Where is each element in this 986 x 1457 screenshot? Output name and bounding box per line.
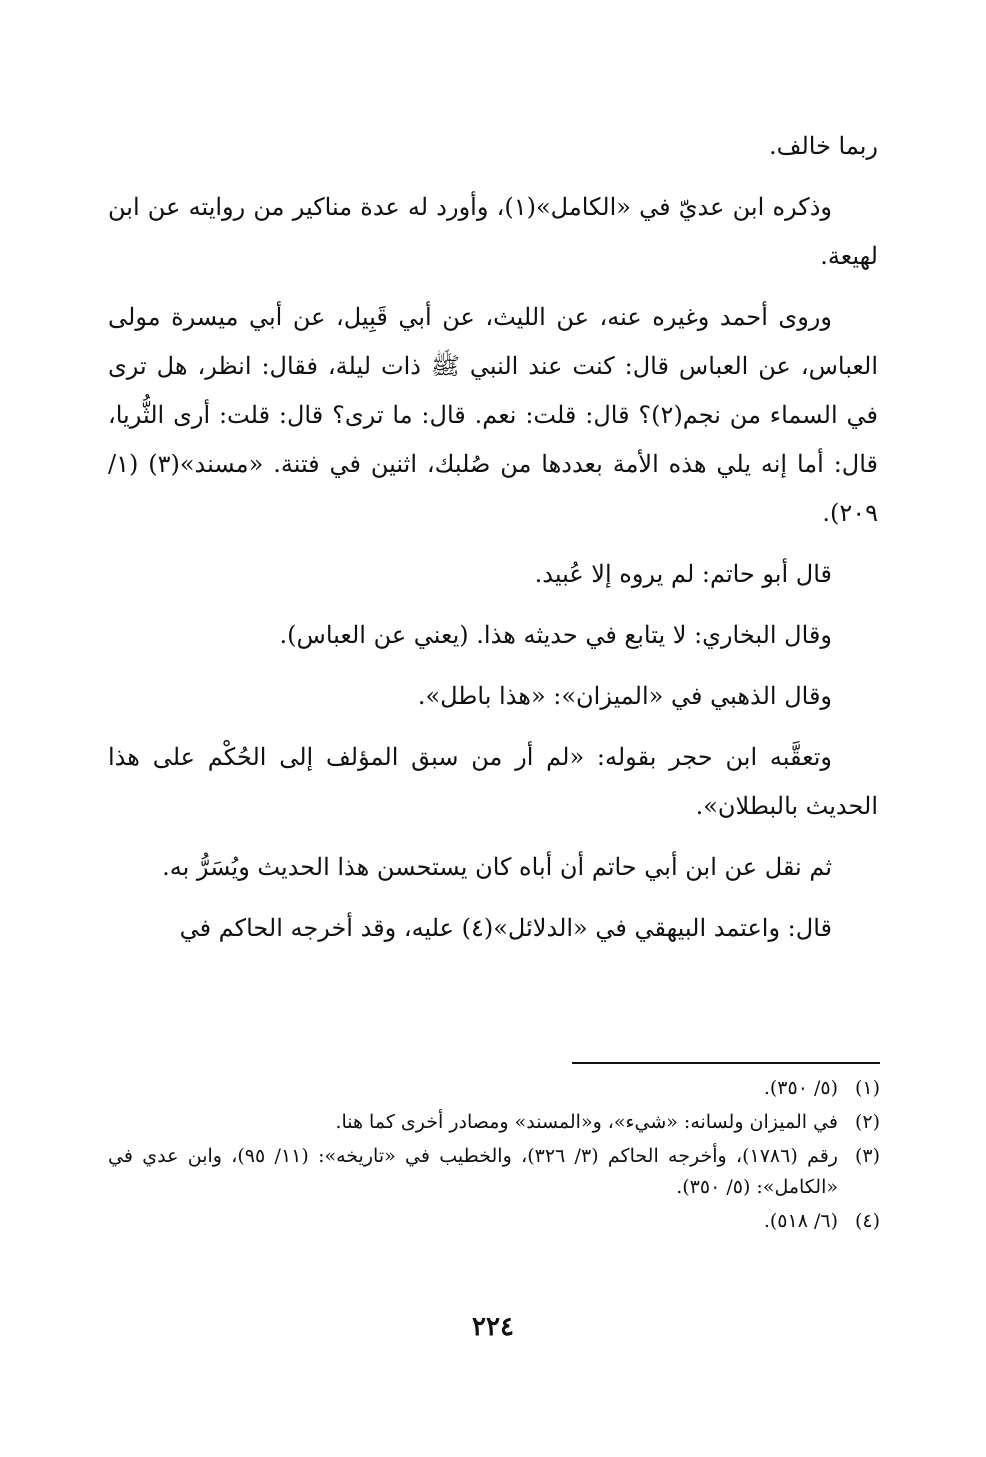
paragraph-4: قال أبو حاتم: لم يروه إلا عُبيد. <box>534 560 832 588</box>
footnotes <box>108 1073 880 1240</box>
paragraph-7: وتعقَّبه ابن حجر بقوله: «لم أر من سبق المؤلف إلى الحُكْم على هذا الحديث بالبطلان». <box>108 743 878 820</box>
footnote-number: (٤) <box>854 1210 880 1232</box>
main-text <box>108 122 878 965</box>
footnote-number: (٢) <box>854 1111 880 1133</box>
footnote-divider <box>572 1062 880 1064</box>
footnote-number: (٣) <box>854 1145 880 1167</box>
paragraph-3: وروى أحمد وغيره عنه، عن الليث، عن أبي قَبِيل، عن أبي ميسرة مولى العباس، عن العباس قال: كنت عند النبي ﷺ ذات ليلة، فقال: انظر، هل ترى في السماء من نجم(٢)؟ قال: قلت: نعم. قال: ما ترى؟ قال: قلت: أرى الثُّريا، قال: أما إنه يلي هذه الأمة بعددها من صُلبك، اثنين في فتنة. «مسند»(٣) (١/ ٢٠٩). <box>108 303 879 527</box>
page-number: ٢٢٤ <box>472 1312 514 1342</box>
footnote-text: رقم (١٧٨٦)، وأخرجه الحاكم (٣/ ٣٢٦)، والخطيب في «تاريخه»: (١١/ ٩٥)، وابن عدي في «الكامل»: (٥/ ٣٥٠). <box>108 1145 838 1198</box>
footnote-3 <box>108 1141 880 1203</box>
footnote-text: في الميزان ولسانه: «شيء»، و«المسند» ومصادر أخرى كما هنا. <box>335 1111 838 1133</box>
footnote-4 <box>108 1206 880 1237</box>
paragraph-1: ربما خالف. <box>768 132 878 160</box>
paragraph-8: ثم نقل عن ابن أبي حاتم أن أباه كان يستحسن هذا الحديث ويُسَرُّ به. <box>162 853 832 881</box>
paragraph-5: وقال البخاري: لا يتابع في حديثه هذا. (يعني عن العباس). <box>279 621 832 649</box>
footnote-text: (٥/ ٣٥٠). <box>763 1077 838 1099</box>
paragraph-6: وقال الذهبي في «الميزان»: «هذا باطل». <box>417 682 832 710</box>
footnote-2 <box>108 1107 880 1138</box>
footnote-text: (٦/ ٥١٨). <box>763 1210 838 1232</box>
paragraph-9: قال: واعتمد البيهقي في «الدلائل»(٤) عليه، وقد أخرجه الحاكم في <box>179 914 832 942</box>
footnote-1 <box>108 1073 880 1104</box>
footnote-number: (١) <box>854 1077 880 1099</box>
paragraph-2: وذكره ابن عديّ في «الكامل»(١)، وأورد له عدة مناكير من روايته عن ابن لهيعة. <box>108 193 878 270</box>
